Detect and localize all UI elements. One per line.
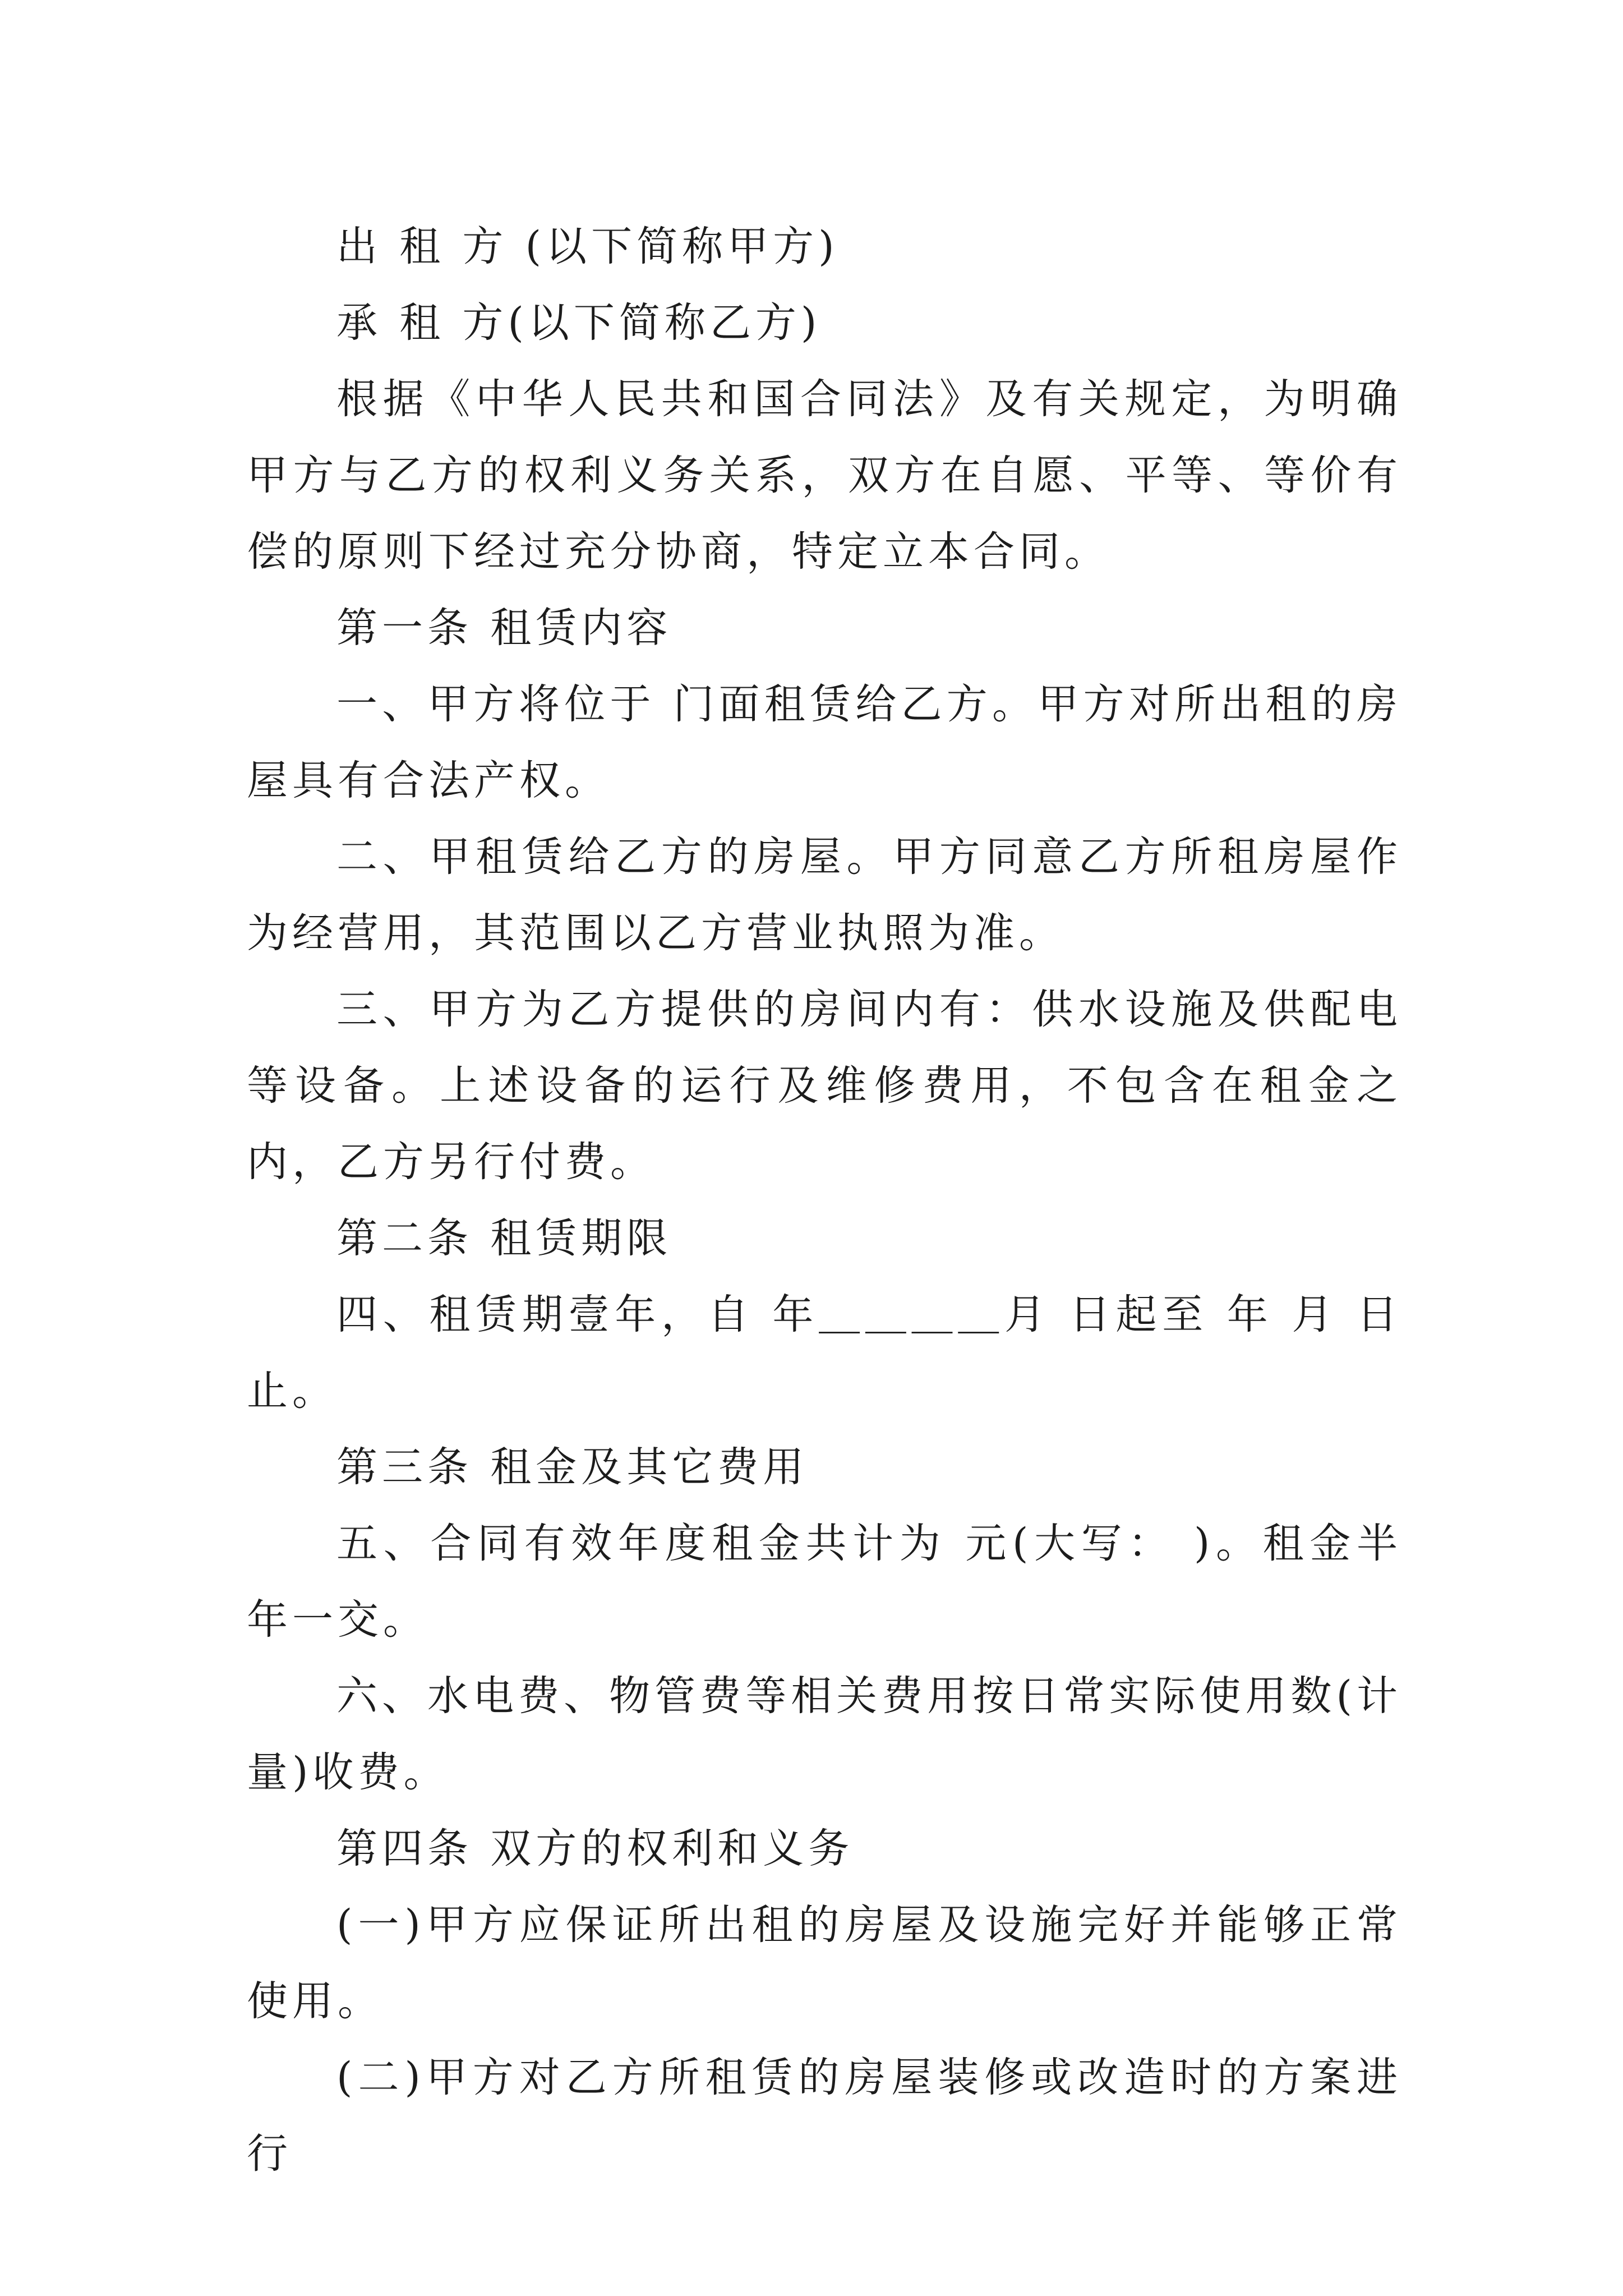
contract-body: [247, 209, 1402, 2192]
obligation-1: (一)甲方应保证所出租的房屋及设施完好并能够正常使用。: [247, 1901, 1402, 2025]
article-3-heading: 第三条 租金及其它费用: [336, 1443, 809, 1491]
clause-4: 四、租赁期壹年，自 年＿＿＿＿月 日起至 年 月 日止。: [247, 1291, 1402, 1415]
clause-5: 五、合同有效年度租金共计为 元(大写： )。租金半年一交。: [247, 1520, 1402, 1644]
lessor-line: 出 租 方 (以下简称甲方): [336, 223, 839, 270]
clause-3: 三、甲方为乙方提供的房间内有：供水设施及供配电等设备。上述设备的运行及维修费用，不包含在租金之内，乙方另行付费。: [247, 986, 1402, 1186]
preamble-paragraph: 根据《中华人民共和国合同法》及有关规定，为明确甲方与乙方的权利义务关系，双方在自愿、平等、等价有偿的原则下经过充分协商，特定立本合同。: [247, 375, 1402, 576]
obligation-2: (二)甲方对乙方所租赁的房屋装修或改造时的方案进行: [247, 2054, 1402, 2178]
lessee-line: 承 租 方(以下简称乙方): [336, 299, 822, 347]
clause-6: 六、水电费、物管费等相关费用按日常实际使用数(计量)收费。: [247, 1672, 1402, 1796]
article-4-heading: 第四条 双方的权利和义务: [336, 1825, 854, 1872]
clause-1: 一、甲方将位于 门面租赁给乙方。甲方对所出租的房屋具有合法产权。: [247, 680, 1402, 804]
article-2-heading: 第二条 租赁期限: [336, 1214, 672, 1262]
article-1-heading: 第一条 租赁内容: [336, 604, 672, 652]
clause-2: 二、甲租赁给乙方的房屋。甲方同意乙方所租房屋作为经营用，其范围以乙方营业执照为准。: [247, 833, 1402, 957]
